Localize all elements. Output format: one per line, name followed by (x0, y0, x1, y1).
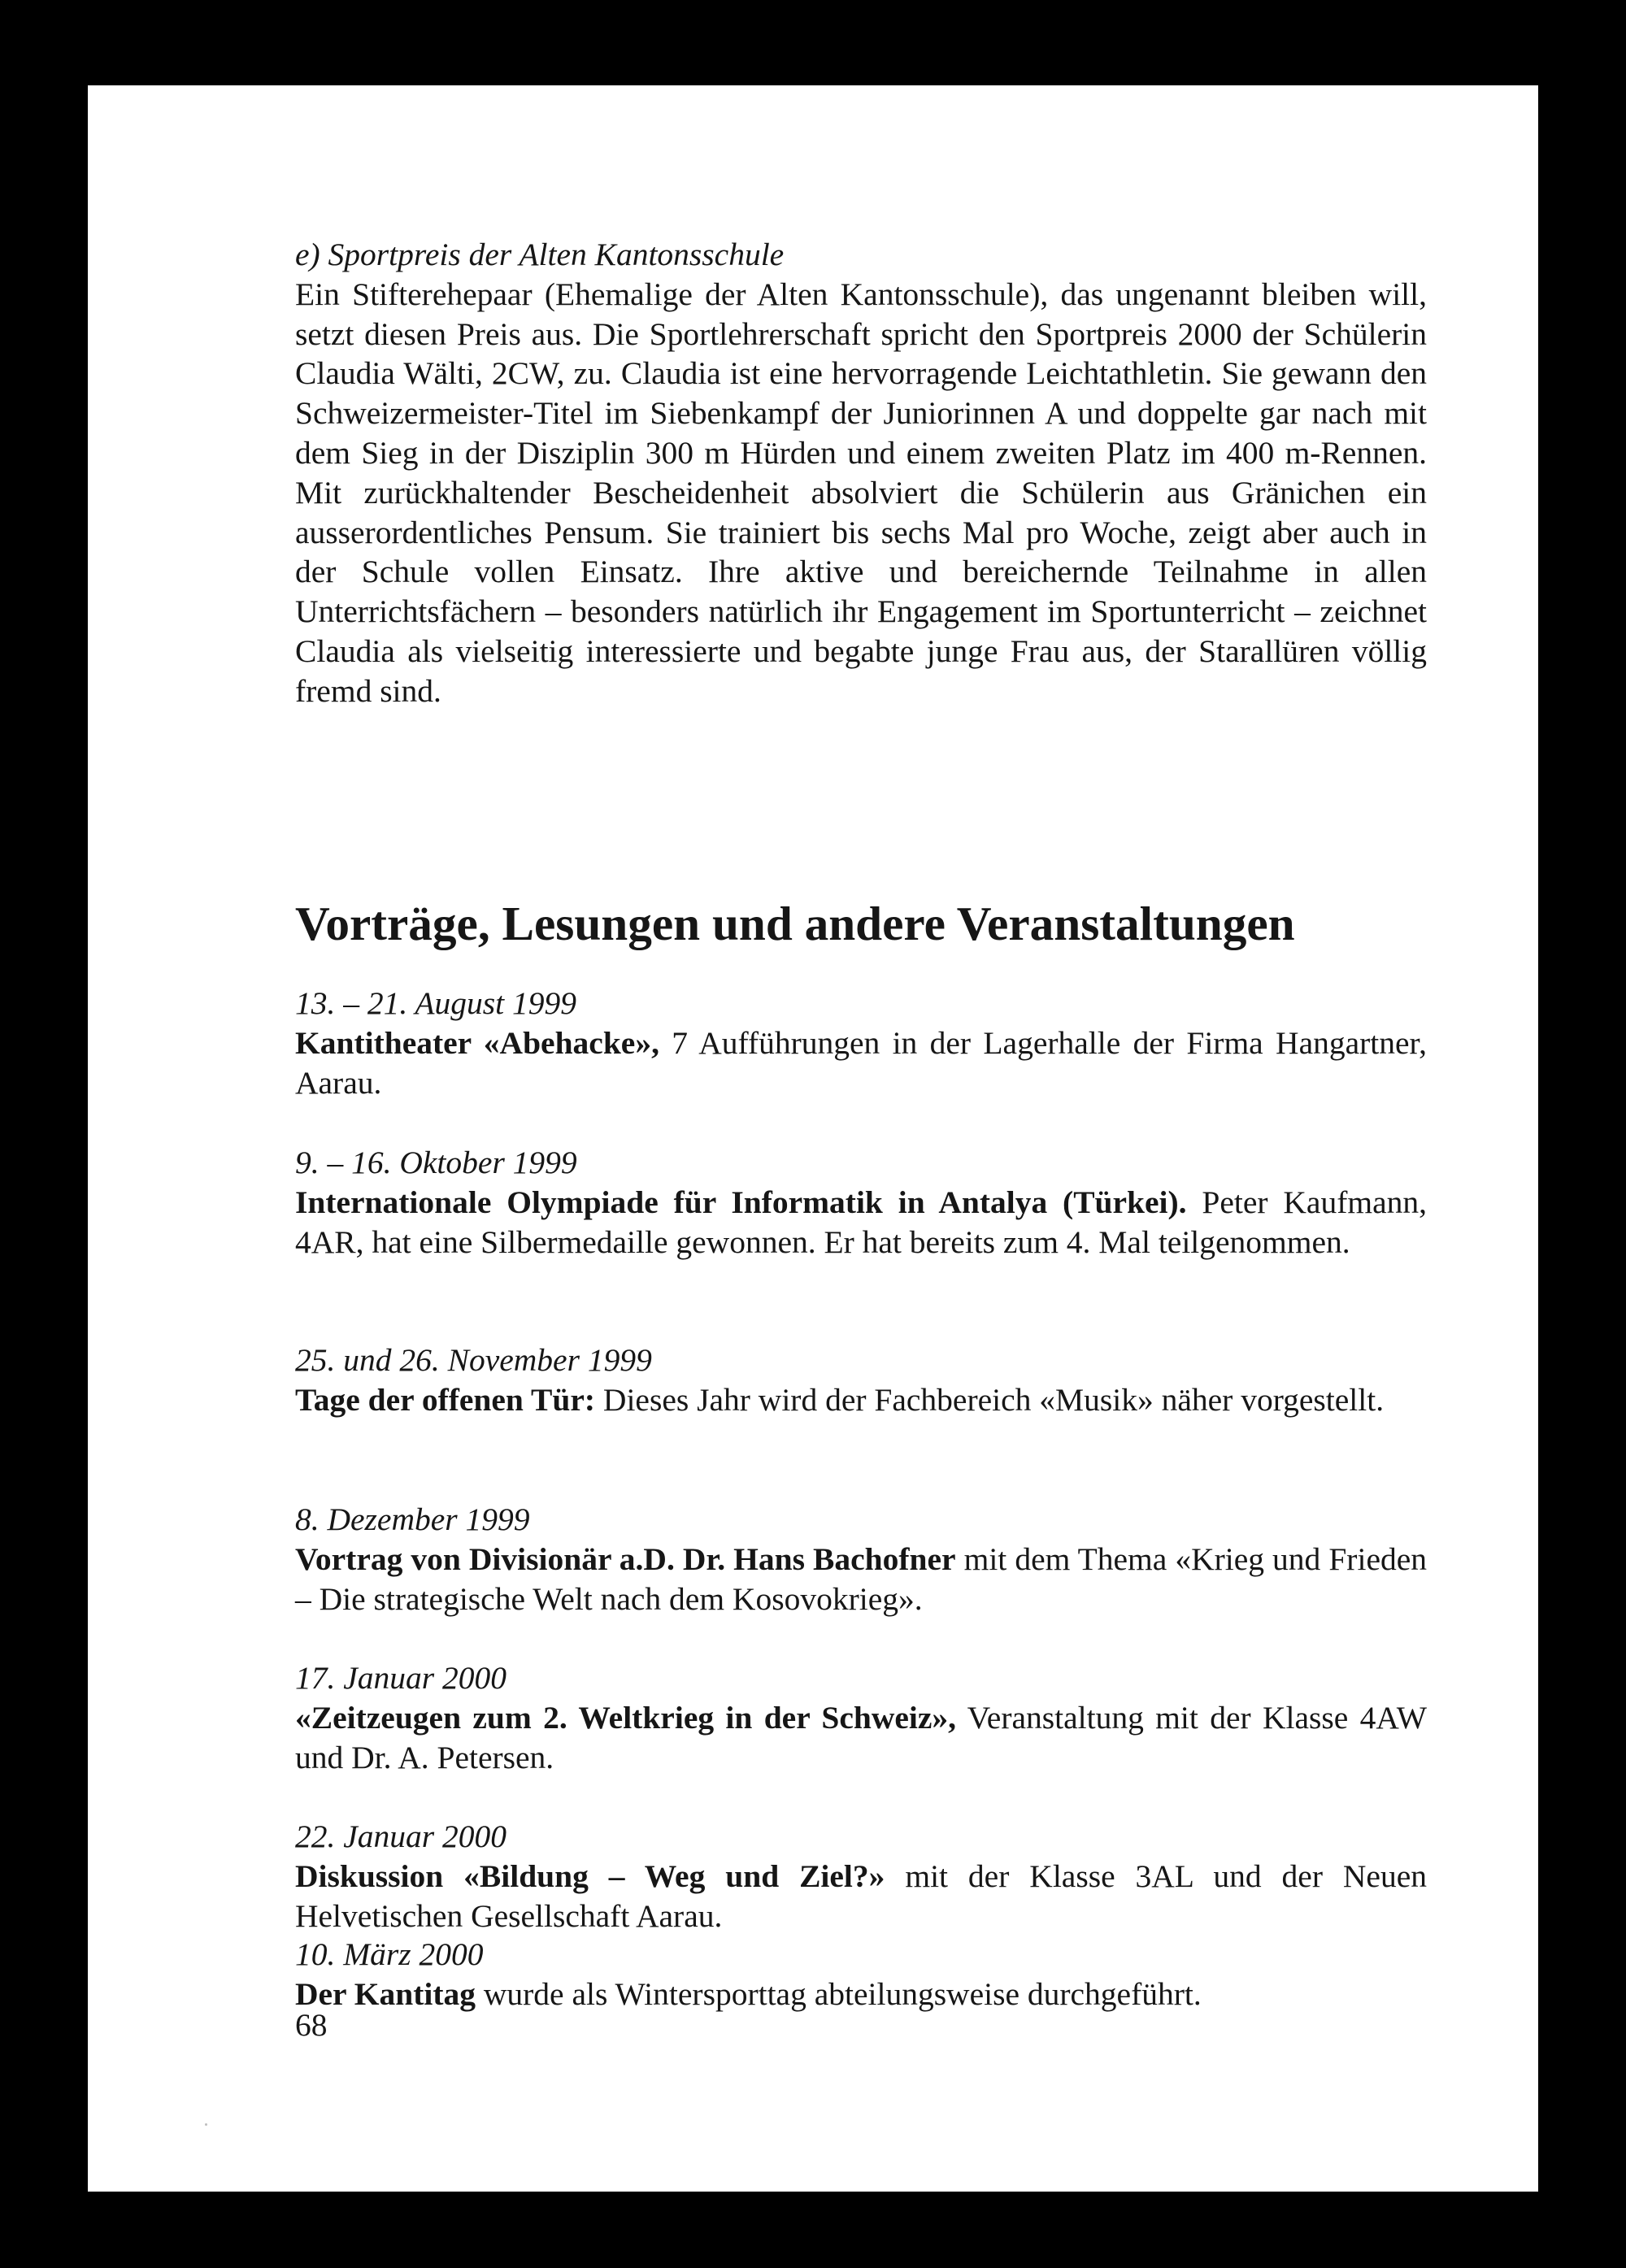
sportpreis-section (295, 235, 1427, 711)
event-details: mit dem Thema «Krieg und Frieden – Die strategische Welt nach dem Kosovokrieg». (295, 1540, 1428, 1617)
sportpreis-heading: e) Sportpreis der Alten Kantonsschule (295, 237, 785, 272)
event-entry (295, 1340, 1427, 1420)
event-description (295, 1857, 1427, 1936)
event-details: wurde als Wintersporttag abteilungsweise durchgeführt. (475, 1975, 1202, 2012)
event-date: 10. März 2000 (295, 1936, 484, 1972)
event-title: Kantitheater «Abehacke», (295, 1024, 659, 1061)
event-entry (295, 1817, 1427, 1936)
event-description (295, 1023, 1427, 1103)
event-details: Peter Kaufmann, 4AR, hat eine Silbermedaille gewonnen. Er hat bereits zum 4. Mal teilgenommen. (295, 1184, 1427, 1260)
event-date: 13. – 21. August 1999 (295, 985, 577, 1021)
event-date: 8. Dezember 1999 (295, 1501, 530, 1537)
scan-speck (205, 2123, 207, 2126)
event-details: mit der Klasse 3AL und der Neuen Helvetischen Gesellschaft Aarau. (295, 1857, 1427, 1934)
event-title: Internationale Olympiade für Informatik in Antalya (Türkei). (295, 1184, 1187, 1220)
event-entry (295, 1658, 1427, 1777)
event-description (295, 1540, 1427, 1619)
event-entry (295, 984, 1427, 1102)
event-description (295, 1183, 1427, 1262)
event-date: 9. – 16. Oktober 1999 (295, 1145, 577, 1180)
event-title: «Zeitzeugen zum 2. Weltkrieg in der Schweiz», (295, 1699, 957, 1736)
event-description (295, 1698, 1427, 1778)
events-section-heading: Vorträge, Lesungen und andere Veranstaltungen (295, 897, 1295, 950)
event-title: Tage der offenen Tür: (295, 1381, 596, 1418)
page-number: 68 (295, 2007, 328, 2043)
event-date: 25. und 26. November 1999 (295, 1342, 652, 1378)
event-details: Dieses Jahr wird der Fachbereich «Musik» näher vorgestellt. (595, 1381, 1385, 1418)
event-title: Der Kantitag (295, 1975, 476, 2012)
event-details: Veranstaltung mit der Klasse 4AW und Dr. A. Petersen. (295, 1699, 1427, 1775)
event-entry (295, 1935, 1427, 2014)
event-date: 22. Januar 2000 (295, 1818, 507, 1854)
event-description (295, 1975, 1427, 2014)
event-description (295, 1380, 1427, 1420)
event-details: 7 Aufführungen in der Lagerhalle der Firma Hangartner, Aarau. (295, 1024, 1427, 1101)
sportpreis-paragraph: Ein Stifterehepaar (Ehemalige der Alten Kantonsschule), das ungenannt bleiben will, setzt diesen Preis aus. Die Sportlehrerschaft spricht den Sportpreis 2000 der Schülerin Claudia Wälti, 2CW, zu. Claudia ist eine hervorragende Leichtathletin. Sie gewann den Schweizermeister-Titel im Siebenkampf der Juniorinnen A und doppelte gar nach mit dem Sieg in der Disziplin 300 m Hürden und einem zweiten Platz im 400 m-Rennen. Mit zurückhaltender Bescheidenheit absolviert die Schülerin aus Gränichen ein ausserordentliches Pensum. Sie trainiert bis sechs Mal pro Woche, zeigt aber auch in der Schule vollen Einsatz. Ihre aktive und bereichernde Teilnahme in allen Unterrichtsfächern – besonders natürlich ihr Engagement im Sportunterricht – zeichnet Claudia als vielseitig interessierte und begabte junge Frau aus, der Starallüren völlig fremd sind. (295, 276, 1427, 709)
document-page (88, 85, 1538, 2192)
event-entry (295, 1143, 1427, 1262)
event-title: Vortrag von Divisionär a.D. Dr. Hans Bachofner (295, 1540, 956, 1577)
event-entry (295, 1500, 1427, 1618)
event-date: 17. Januar 2000 (295, 1660, 507, 1696)
page-content (295, 235, 1428, 2043)
event-title: Diskussion «Bildung – Weg und Ziel?» (295, 1857, 885, 1894)
